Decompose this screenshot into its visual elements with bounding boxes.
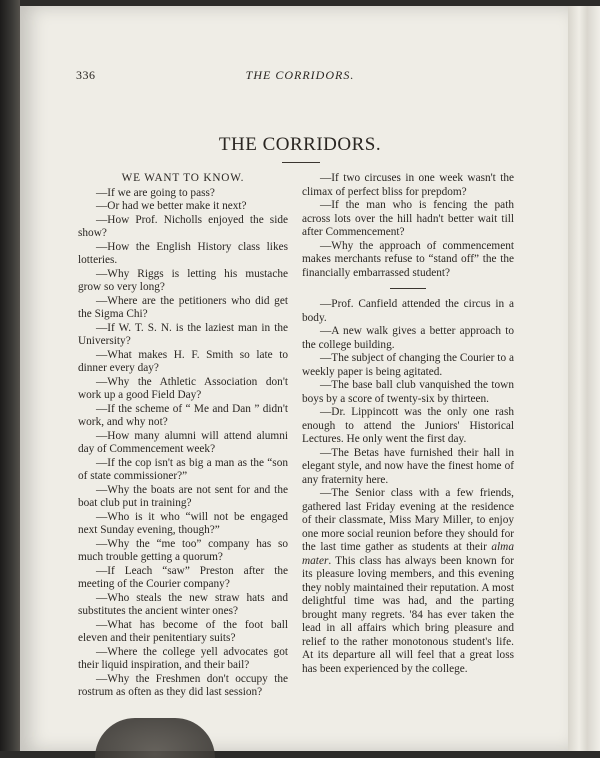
paragraph: —Why the “me too” company has so much trouble getting a quorum?	[78, 537, 288, 563]
paragraph: —Why the boats are not sent for and the boat club put in training?	[78, 483, 288, 509]
paragraph: —Why the Freshmen don't occupy the rostrum as often as they did last session?	[78, 672, 288, 698]
paragraph: —What makes H. F. Smith so late to dinner every day?	[78, 348, 288, 374]
paragraph: —The subject of changing the Courier to a weekly paper is being agitated.	[302, 352, 514, 378]
paragraph: —Where the college yell advocates got their liquid inspiration, and their bail?	[78, 645, 288, 671]
paragraph: —Or had we better make it next?	[96, 200, 247, 212]
thumb-shadow	[95, 718, 215, 758]
section-title: THE CORRIDORS.	[218, 134, 382, 155]
page-edges	[568, 6, 600, 751]
paragraph: —Why Riggs is letting his mustache grow so very long?	[78, 267, 288, 293]
paragraph: —If W. T. S. N. is the laziest man in the University?	[78, 321, 288, 347]
paragraph: —Where are the petitioners who did get the Sigma Chi?	[78, 294, 288, 320]
paragraph: —The base ball club vanquished the town boys by a score of twenty-six by thirteen.	[302, 379, 514, 405]
left-column	[78, 172, 288, 700]
right-column	[302, 172, 514, 676]
paragraph: —Who steals the new straw hats and substitutes the ancient winter ones?	[78, 591, 288, 617]
paragraph: —If the man who is fencing the path across lots over the hill hadn't better wait till after Commencement?	[302, 199, 514, 238]
paragraph: —How many alumni will attend alumni day of Commencement week?	[78, 429, 288, 455]
paragraph: —Dr. Lippincott was the only one rash enough to attend the Juniors' Historical Lectures. He only went the first day.	[302, 406, 514, 445]
paragraph: —How the English History class likes lotteries.	[78, 240, 288, 266]
running-title: THE CORRIDORS.	[245, 68, 355, 82]
column-subtitle: WE WANT TO KNOW.	[121, 172, 245, 184]
paragraph: —What has become of the foot ball eleven and their penitentiary suits?	[78, 618, 288, 644]
paragraph: —If the cop isn't as big a man as the “son of state commissioner?”	[78, 456, 288, 482]
paragraph: —If we are going to pass?	[96, 186, 215, 199]
title-rule	[282, 162, 320, 163]
book-spine-shadow	[0, 0, 20, 751]
senior-class-paragraph	[302, 487, 514, 676]
paragraph: —Why the Athletic Association don't work up a good Field Day?	[78, 375, 288, 401]
paragraph: —Prof. Canfield attended the circus in a body.	[302, 298, 514, 324]
paragraph: —How Prof. Nicholls enjoyed the side show?	[78, 213, 288, 239]
paragraph: —If two circuses in one week wasn't the climax of perfect bliss for prepdom?	[302, 172, 514, 198]
page-header	[0, 68, 600, 84]
paragraph: —Why the approach of commencement makes merchants refuse to “stand off” the the financially embarrassed student?	[302, 239, 514, 279]
paragraph: —If Leach “saw” Preston after the meeting of the Courier company?	[78, 564, 288, 590]
paragraph: —If the scheme of “ Me and Dan ” didn't work, and why not?	[78, 402, 288, 428]
paragraph-text: . This class has always been known for its pleasure loving members, and this evening they nobly maintained their reputation. A most delightful time was had, and the parting brought many regrets. '84 has ever taken the lead in all affairs which bring pleasure and relief to the rather monotonous student's life. At its departure all will feel that a great loss has been experienced by the college.	[302, 554, 514, 675]
paragraph: —The Betas have furnished their hall in elegant style, and now have the finest home of any fraternity here.	[302, 446, 514, 486]
paragraph-text: —The Senior class with a few friends, gathered last Friday evening at the residence of their classmate, Miss Mary Miller, to enjoy one more social reunion before they should for the last time gather as students at their	[302, 487, 514, 553]
section-divider	[390, 288, 426, 289]
italic-phrase: alma mater	[302, 541, 514, 567]
paragraph: —Who is it who “will not be engaged next Sunday evening, though?”	[78, 510, 288, 536]
paragraph: —A new walk gives a better approach to the college building.	[302, 325, 514, 351]
page-number: 336	[76, 68, 96, 82]
